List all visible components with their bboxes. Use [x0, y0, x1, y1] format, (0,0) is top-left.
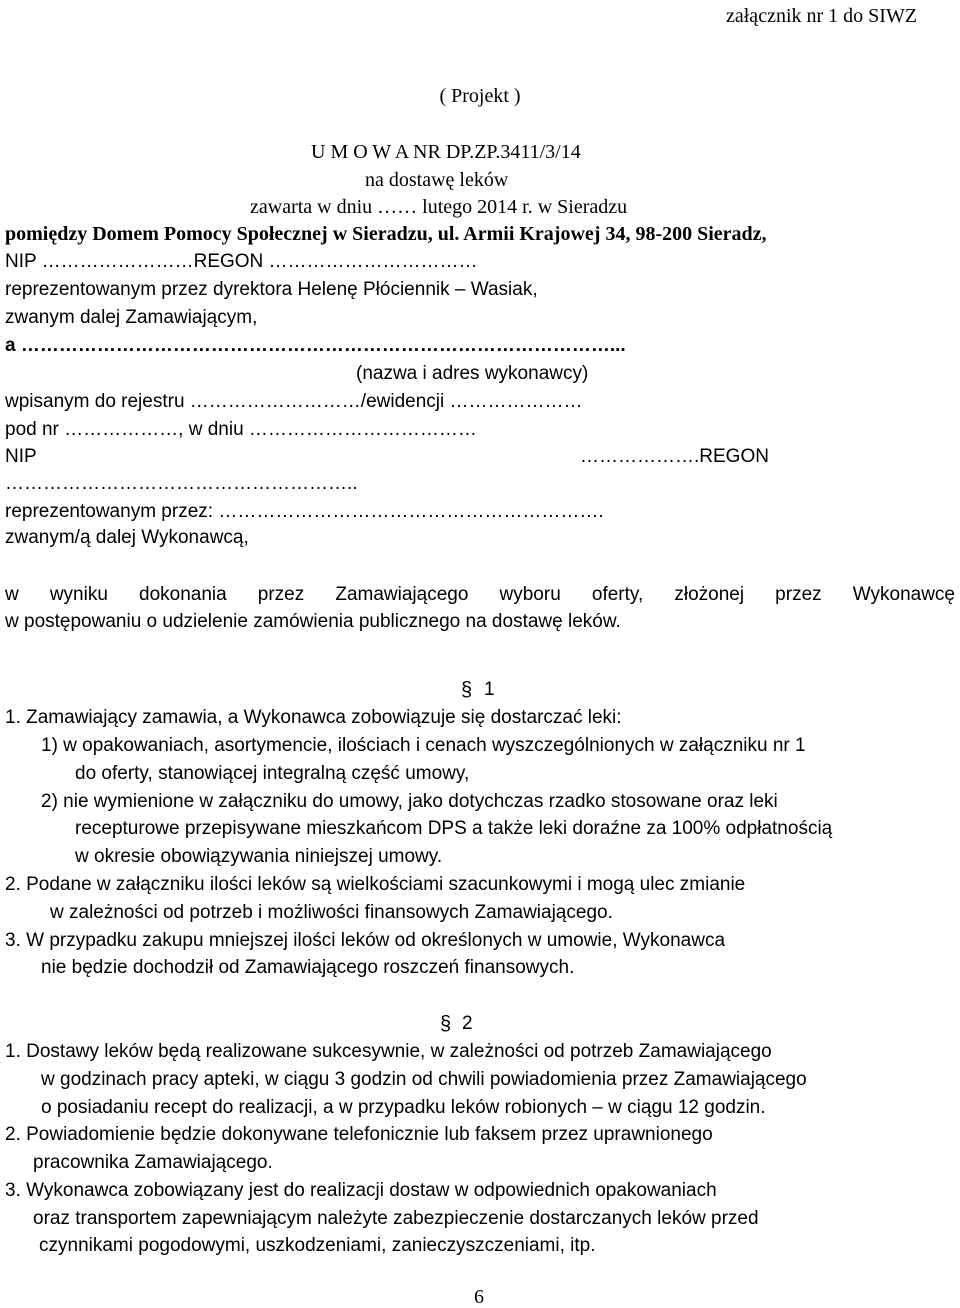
- section-1-line: nie będzie dochodził od Zamawiającego roszczeń finansowych.: [41, 957, 575, 978]
- section-1-line: recepturowe przepisywane mieszkańcom DPS a także leki doraźne za 100% odpłatnością: [75, 818, 833, 839]
- parties-between: pomiędzy Domem Pomocy Społecznej w Sieradzu, ul. Armii Krajowej 34, 98-200 Sieradz,: [5, 223, 767, 245]
- contract-date-place: zawarta w dniu …… lutego 2014 r. w Sieradzu: [250, 196, 628, 218]
- contractor-alias: zwanym/ą dalej Wykonawcą,: [5, 527, 249, 548]
- contractor-line: a …………………………………………………………………………………...: [5, 335, 626, 356]
- section-2-line: oraz transportem zapewniającym należyte zabezpieczenie dostarczanych leków przed: [33, 1208, 759, 1229]
- section-2-heading: 2: [462, 1013, 473, 1034]
- section-1-line: do oferty, stanowiącej integralną część umowy,: [75, 763, 470, 784]
- contractor-hint: (nazwa i adres wykonawcy): [356, 363, 589, 384]
- intro-line-1: w wyniku dokonania przez Zamawiającego wyboru oferty, złożonej przez Wykonawcę: [5, 584, 955, 605]
- ordering-party-alias: zwanym dalej Zamawiającym,: [5, 307, 258, 328]
- dotted-line: ………………………………………………..: [5, 473, 358, 494]
- section-symbol: §: [440, 1013, 452, 1035]
- represented-by-director: reprezentowanym przez dyrektora Helenę Płóciennik – Wasiak,: [5, 279, 538, 300]
- register-line: wpisanym do rejestru ………………………/ewidencji …………………: [5, 391, 583, 412]
- regon-label: ……………….REGON: [580, 446, 769, 467]
- register-number-line: pod nr ………………, w dniu ………………………………: [5, 419, 477, 440]
- contract-title: U M O W A NR DP.ZP.3411/3/14: [311, 141, 581, 163]
- section-1-line: 1. Zamawiający zamawia, a Wykonawca zobowiązuje się dostarczać leki:: [5, 707, 622, 728]
- section-1-line: w okresie obowiązywania niniejszej umowy.: [75, 846, 443, 867]
- intro-line-2: w postępowaniu o udzielenie zamówienia publicznego na dostawę leków.: [5, 611, 621, 632]
- nip-regon-ordering: NIP ……………………REGON ……………………………: [5, 251, 478, 272]
- annex-label: załącznik nr 1 do SIWZ: [726, 5, 918, 27]
- section-2-line: w godzinach pracy apteki, w ciągu 3 godzin od chwili powiadomienia przez Zamawiającego: [41, 1069, 807, 1090]
- represented-by-contractor: reprezentowanym przez: …………………………………………………….: [5, 501, 604, 522]
- section-2-line: 3. Wykonawca zobowiązany jest do realizacji dostaw w odpowiednich opakowaniach: [5, 1180, 717, 1201]
- section-2-line: czynnikami pogodowymi, uszkodzeniami, zanieczyszczeniami, itp.: [39, 1235, 596, 1256]
- section-1-line: w zależności od potrzeb i możliwości finansowych Zamawiającego.: [50, 902, 613, 923]
- section-1-line: 2) nie wymienione w załączniku do umowy, jako dotychczas rzadko stosowane oraz leki: [41, 791, 778, 812]
- project-label: ( Projekt ): [439, 85, 521, 107]
- nip-label: NIP: [5, 446, 37, 467]
- section-2-line: pracownika Zamawiającego.: [33, 1152, 273, 1173]
- section-1-line: 2. Podane w załączniku ilości leków są wielkościami szacunkowymi i mogą ulec zmianie: [5, 874, 746, 895]
- section-1-heading: 1: [484, 679, 495, 700]
- contract-subtitle: na dostawę leków: [365, 169, 509, 191]
- section-1-line: 3. W przypadku zakupu mniejszej ilości leków od określonych w umowie, Wykonawca: [5, 930, 726, 951]
- section-1-line: 1) w opakowaniach, asortymencie, ilościach i cenach wyszczególnionych w załączniku nr 1: [41, 735, 806, 756]
- section-2-line: 1. Dostawy leków będą realizowane sukcesywnie, w zależności od potrzeb Zamawiającego: [5, 1041, 772, 1062]
- section-symbol: §: [461, 679, 473, 701]
- section-2-line: o posiadaniu recept do realizacji, a w przypadku leków robionych – w ciągu 12 godzin.: [41, 1097, 766, 1118]
- section-2-line: 2. Powiadomienie będzie dokonywane telefonicznie lub faksem przez uprawnionego: [5, 1124, 713, 1145]
- page-number: 6: [474, 1286, 484, 1308]
